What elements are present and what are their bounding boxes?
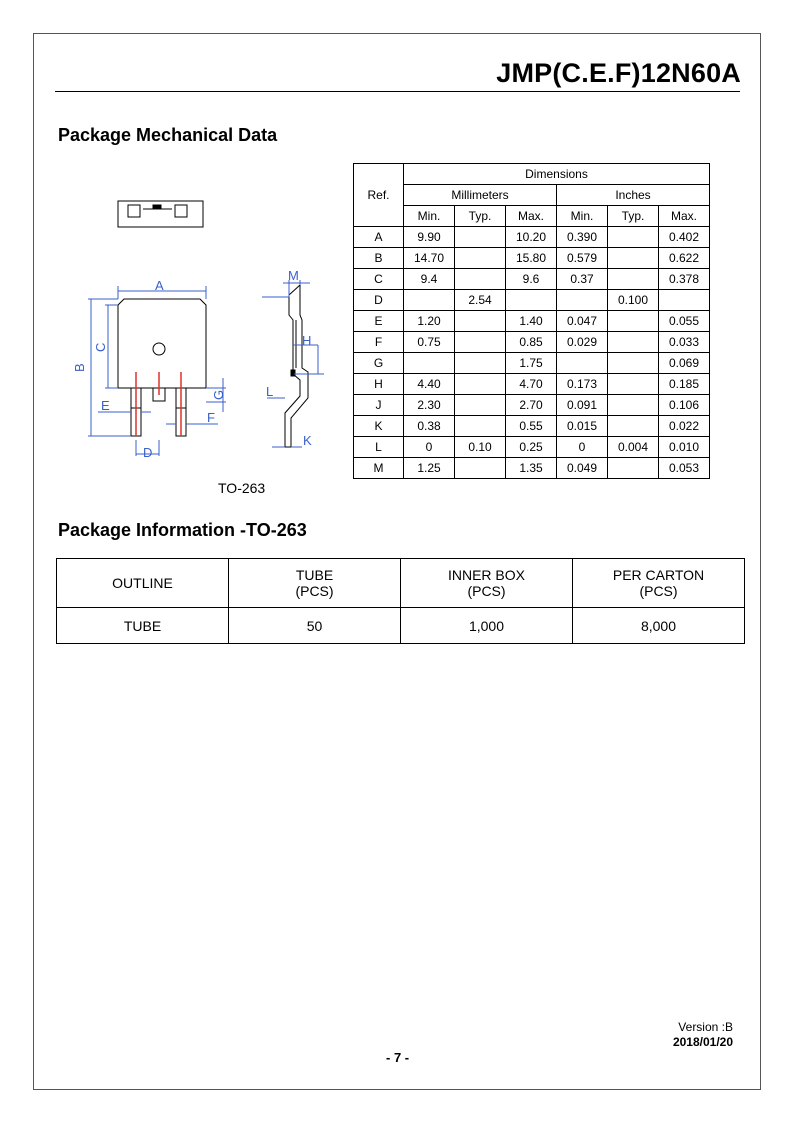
ref-cell: G — [354, 353, 404, 374]
table-row — [354, 248, 710, 269]
value-cell — [455, 353, 506, 374]
value-cell — [557, 353, 608, 374]
header-outline — [57, 559, 229, 608]
sub-header: Min. — [404, 206, 455, 227]
value-cell — [455, 248, 506, 269]
value-cell: 0.100 — [608, 290, 659, 311]
value-cell: 0.378 — [659, 269, 710, 290]
value-cell: 0.173 — [557, 374, 608, 395]
front-dimension-lines — [88, 286, 226, 456]
value-cell: 2.30 — [404, 395, 455, 416]
package-label: TO-263 — [218, 480, 266, 496]
value-cell: 0.029 — [557, 332, 608, 353]
value-cell: 4.40 — [404, 374, 455, 395]
value-cell — [455, 395, 506, 416]
value-cell: 0.004 — [608, 437, 659, 458]
dim-label-e: E — [101, 398, 110, 413]
value-cell: 0 — [404, 437, 455, 458]
sub-header: Min. — [557, 206, 608, 227]
sub-header: Max. — [659, 206, 710, 227]
value-cell: 0.390 — [557, 227, 608, 248]
front-dimension-labels — [72, 278, 226, 460]
value-cell — [608, 395, 659, 416]
value-cell — [608, 353, 659, 374]
sub-header: Max. — [506, 206, 557, 227]
inches-header: Inches — [557, 185, 710, 206]
dim-label-l: L — [266, 384, 274, 399]
header-line1: TUBE — [295, 567, 334, 583]
value-cell: 0.106 — [659, 395, 710, 416]
dimensions-body — [354, 227, 710, 479]
value-cell: 1.40 — [506, 311, 557, 332]
table-row — [354, 437, 710, 458]
value-cell — [608, 248, 659, 269]
ref-cell: L — [354, 437, 404, 458]
header-inner-box — [401, 559, 573, 608]
ref-cell: F — [354, 332, 404, 353]
lead-markers — [136, 372, 181, 436]
value-cell — [455, 332, 506, 353]
cell-inner-box: 1,000 — [401, 608, 573, 644]
title-rule — [55, 91, 740, 92]
value-cell: 0.579 — [557, 248, 608, 269]
value-cell: 0.069 — [659, 353, 710, 374]
value-cell — [608, 416, 659, 437]
package-top-view — [118, 201, 203, 227]
value-cell: 1.25 — [404, 458, 455, 479]
ref-cell: D — [354, 290, 404, 311]
header-line2: (PCS) — [467, 583, 506, 599]
value-cell: 1.35 — [506, 458, 557, 479]
dim-label-b: B — [72, 363, 87, 372]
value-cell — [506, 290, 557, 311]
table-row — [354, 374, 710, 395]
value-cell: 0.10 — [455, 437, 506, 458]
value-cell: 0 — [557, 437, 608, 458]
value-cell: 0.022 — [659, 416, 710, 437]
value-cell — [455, 374, 506, 395]
value-cell: 0.37 — [557, 269, 608, 290]
value-cell — [608, 374, 659, 395]
value-cell: 0.38 — [404, 416, 455, 437]
value-cell — [608, 458, 659, 479]
value-cell — [404, 290, 455, 311]
value-cell: 4.70 — [506, 374, 557, 395]
dimensions-table — [353, 163, 710, 479]
value-cell: 10.20 — [506, 227, 557, 248]
value-cell: 0.055 — [659, 311, 710, 332]
ref-cell: J — [354, 395, 404, 416]
value-cell — [455, 227, 506, 248]
table-row — [354, 353, 710, 374]
value-cell — [455, 269, 506, 290]
ref-cell: H — [354, 374, 404, 395]
value-cell: 1.20 — [404, 311, 455, 332]
ref-cell: K — [354, 416, 404, 437]
value-cell — [455, 458, 506, 479]
value-cell: 0.185 — [659, 374, 710, 395]
table-row — [354, 227, 710, 248]
dim-label-a: A — [155, 278, 164, 293]
sub-header: Typ. — [608, 206, 659, 227]
value-cell: 0.25 — [506, 437, 557, 458]
table-row — [354, 416, 710, 437]
value-cell — [608, 269, 659, 290]
package-side-view — [285, 285, 308, 447]
dim-label-h: H — [302, 333, 312, 348]
dim-label-k: K — [303, 433, 312, 448]
value-cell: 0.55 — [506, 416, 557, 437]
package-front-view — [118, 299, 206, 436]
value-cell: 0.75 — [404, 332, 455, 353]
dim-label-c: C — [93, 342, 108, 352]
value-cell — [455, 311, 506, 332]
value-cell: 0.85 — [506, 332, 557, 353]
value-cell: 2.70 — [506, 395, 557, 416]
value-cell: 0.047 — [557, 311, 608, 332]
date-label: 2018/01/20 — [672, 1035, 733, 1049]
ref-cell: E — [354, 311, 404, 332]
value-cell — [659, 290, 710, 311]
header-line2: (PCS) — [295, 583, 334, 599]
header-line2: (PCS) — [639, 583, 678, 599]
ref-cell: B — [354, 248, 404, 269]
version-label: Version :B — [678, 1020, 733, 1034]
value-cell — [455, 416, 506, 437]
value-cell: 0.091 — [557, 395, 608, 416]
value-cell — [404, 353, 455, 374]
value-cell: 0.622 — [659, 248, 710, 269]
table-row — [354, 332, 710, 353]
table-row — [354, 311, 710, 332]
package-info-table — [56, 558, 745, 644]
header-line1: INNER BOX — [447, 567, 525, 583]
sub-header: Typ. — [455, 206, 506, 227]
header-tube — [229, 559, 401, 608]
value-cell: 0.015 — [557, 416, 608, 437]
table-row — [354, 269, 710, 290]
value-cell: 15.80 — [506, 248, 557, 269]
ref-header: Ref. — [354, 164, 404, 227]
value-cell: 0.049 — [557, 458, 608, 479]
cell-outline: TUBE — [57, 608, 229, 644]
value-cell: 9.90 — [404, 227, 455, 248]
value-cell: 2.54 — [455, 290, 506, 311]
dim-label-d: D — [143, 445, 153, 460]
cell-per-carton: 8,000 — [573, 608, 745, 644]
table-row — [354, 458, 710, 479]
ref-cell: C — [354, 269, 404, 290]
dim-label-m: M — [288, 268, 299, 283]
value-cell: 1.75 — [506, 353, 557, 374]
ref-cell: M — [354, 458, 404, 479]
dimensions-header: Dimensions — [404, 164, 710, 185]
value-cell: 9.4 — [404, 269, 455, 290]
cell-tube: 50 — [229, 608, 401, 644]
header-line1: OUTLINE — [112, 575, 173, 591]
value-cell — [608, 227, 659, 248]
value-cell: 9.6 — [506, 269, 557, 290]
value-cell — [608, 311, 659, 332]
package-drawing — [60, 190, 350, 475]
table-row — [354, 395, 710, 416]
value-cell: 0.402 — [659, 227, 710, 248]
dim-label-g: G — [211, 389, 226, 400]
value-cell — [608, 332, 659, 353]
dim-label-f: F — [207, 410, 215, 425]
value-cell: 0.033 — [659, 332, 710, 353]
value-cell: 14.70 — [404, 248, 455, 269]
page-number: - 7 - — [386, 1050, 410, 1065]
table-row — [354, 290, 710, 311]
value-cell: 0.010 — [659, 437, 710, 458]
millimeters-header: Millimeters — [404, 185, 557, 206]
value-cell: 0.053 — [659, 458, 710, 479]
package-info-title: Package Information -TO-263 — [58, 520, 307, 540]
mechanical-data-title: Package Mechanical Data — [58, 125, 278, 145]
part-number-title: JMP(C.E.F)12N60A — [496, 58, 741, 88]
value-cell — [557, 290, 608, 311]
header-per-carton — [573, 559, 745, 608]
header-line1: PER CARTON — [612, 567, 705, 583]
ref-cell: A — [354, 227, 404, 248]
